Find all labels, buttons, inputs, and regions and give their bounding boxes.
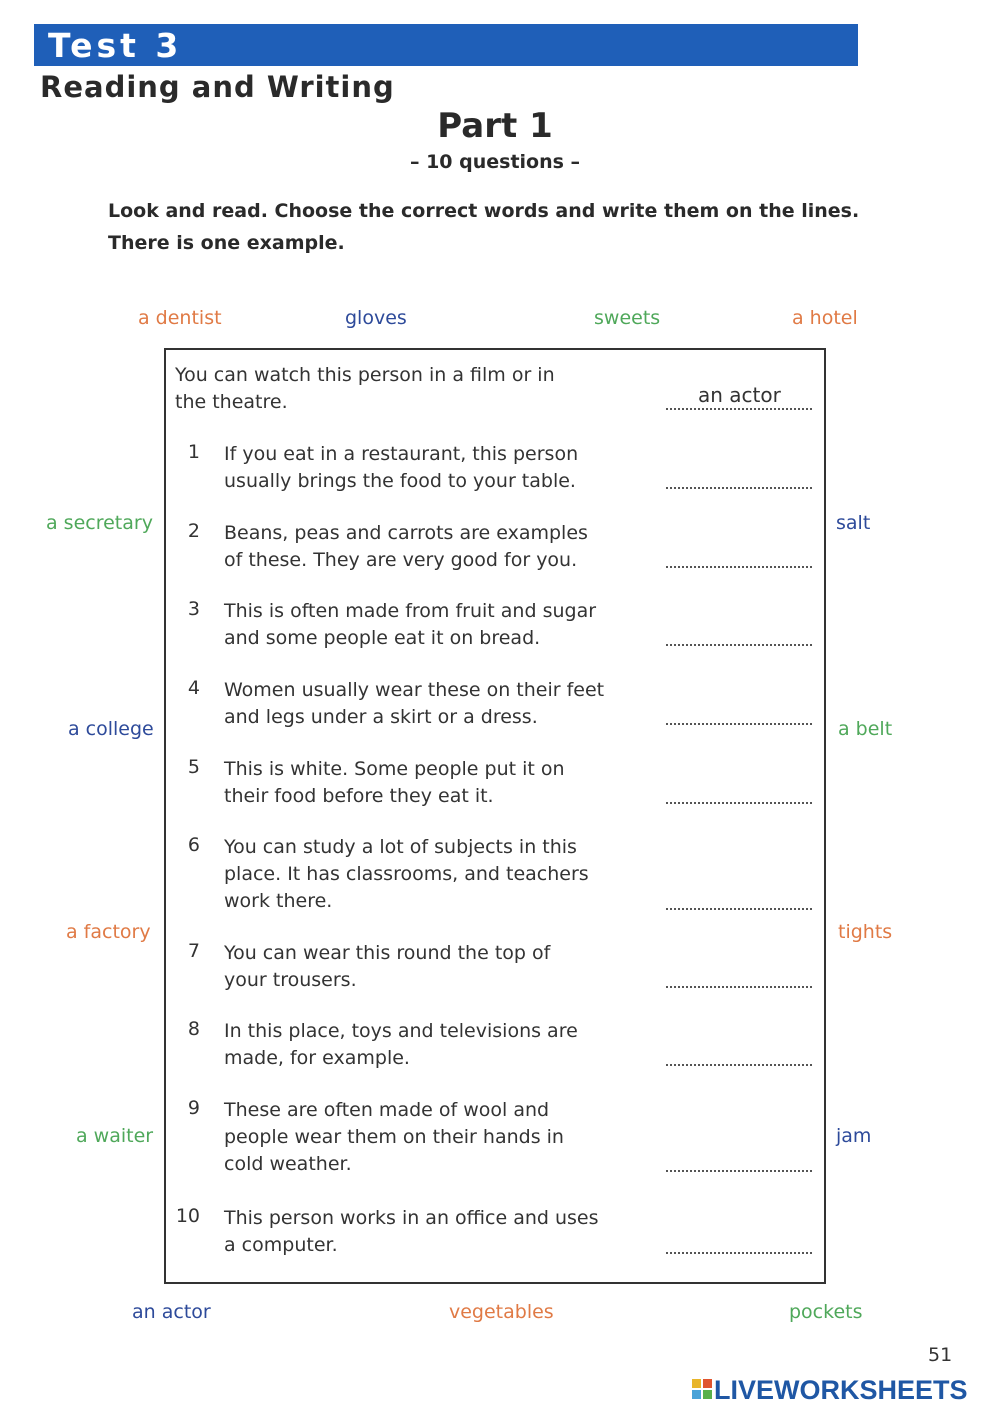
page-number: 51 (928, 1344, 953, 1366)
liveworksheets-icon (692, 1379, 712, 1401)
question-line: cold weather. (224, 1153, 352, 1175)
question-line: and some people eat it on bread. (224, 627, 541, 649)
question-2-text (224, 520, 588, 574)
section-title: Reading and Writing (40, 70, 395, 104)
question-line: usually brings the food to your table. (224, 470, 576, 492)
question-line: a computer. (224, 1234, 338, 1256)
word-an-actor: an actor (132, 1301, 211, 1323)
question-number: 3 (187, 598, 200, 620)
question-line: These are often made of wool and (224, 1099, 550, 1121)
example-answer: an actor (698, 383, 781, 407)
answer-line-9[interactable] (666, 1170, 812, 1172)
question-count: – 10 questions – (409, 151, 581, 173)
answer-line-1[interactable] (666, 487, 812, 489)
answer-line-3[interactable] (666, 644, 812, 646)
question-line: If you eat in a restaurant, this person (224, 443, 579, 465)
question-line: made, for example. (224, 1047, 410, 1069)
question-number: 6 (187, 834, 200, 856)
question-number: 9 (187, 1097, 200, 1119)
question-line: place. It has classrooms, and teachers (224, 863, 589, 885)
question-number: 10 (175, 1205, 200, 1227)
question-number: 2 (187, 520, 200, 542)
question-line: This is white. Some people put it on (224, 758, 565, 780)
question-9-text (224, 1097, 564, 1178)
word-sweets: sweets (594, 307, 661, 329)
answer-line-6[interactable] (666, 908, 812, 910)
answer-line-4[interactable] (666, 723, 812, 725)
question-line: In this place, toys and televisions are (224, 1020, 578, 1042)
answer-line-2[interactable] (666, 566, 812, 568)
word-a-belt: a belt (838, 718, 893, 740)
example-answer-line (666, 408, 812, 410)
question-1-text (224, 441, 578, 495)
word-jam: jam (836, 1125, 872, 1147)
answer-line-10[interactable] (666, 1252, 812, 1254)
word-a-dentist: a dentist (138, 307, 222, 329)
question-line: their food before they eat it. (224, 785, 494, 807)
liveworksheets-brand: LIVEWORKSHEETS (714, 1374, 968, 1405)
liveworksheets-logo[interactable] (692, 1374, 968, 1406)
word-a-hotel: a hotel (792, 307, 858, 329)
question-line: This person works in an office and uses (224, 1207, 599, 1229)
question-number: 8 (187, 1018, 200, 1040)
question-8-text (224, 1018, 578, 1072)
question-7-text (224, 940, 550, 994)
instruction-line-2: There is one example. (108, 232, 345, 254)
part-title: Part 1 (437, 106, 553, 146)
word-salt: salt (836, 512, 871, 534)
example-line-1: You can watch this person in a film or in (175, 364, 555, 386)
question-number: 7 (187, 940, 200, 962)
question-6-text (224, 834, 589, 915)
question-line: Beans, peas and carrots are examples (224, 522, 588, 544)
question-line: your trousers. (224, 969, 357, 991)
question-number: 5 (187, 756, 200, 778)
question-line: Women usually wear these on their feet (224, 679, 605, 701)
word-vegetables: vegetables (449, 1301, 554, 1323)
question-number: 4 (187, 677, 200, 699)
answer-line-8[interactable] (666, 1064, 812, 1066)
answer-line-5[interactable] (666, 802, 812, 804)
instruction-line-1: Look and read. Choose the correct words and write them on the lines. (108, 200, 860, 222)
question-line: and legs under a skirt or a dress. (224, 706, 538, 728)
word-a-waiter: a waiter (76, 1125, 154, 1147)
word-a-college: a college (68, 718, 154, 740)
question-3-text (224, 598, 596, 652)
question-10-text (224, 1205, 599, 1259)
question-line: of these. They are very good for you. (224, 549, 578, 571)
question-number: 1 (187, 441, 200, 463)
word-a-factory: a factory (66, 921, 151, 943)
test-banner (34, 24, 858, 66)
question-line: You can wear this round the top of (224, 942, 551, 964)
word-gloves: gloves (345, 307, 407, 329)
question-line: work there. (224, 890, 333, 912)
question-5-text (224, 756, 565, 810)
test-label: Test 3 (48, 26, 183, 65)
question-line: You can study a lot of subjects in this (224, 836, 577, 858)
question-line: This is often made from fruit and sugar (224, 600, 597, 622)
example-line-2: the theatre. (175, 391, 288, 413)
question-line: people wear them on their hands in (224, 1126, 564, 1148)
question-4-text (224, 677, 604, 731)
word-tights: tights (838, 921, 893, 943)
word-pockets: pockets (789, 1301, 863, 1323)
example-question (175, 362, 555, 416)
word-a-secretary: a secretary (46, 512, 153, 534)
answer-line-7[interactable] (666, 986, 812, 988)
